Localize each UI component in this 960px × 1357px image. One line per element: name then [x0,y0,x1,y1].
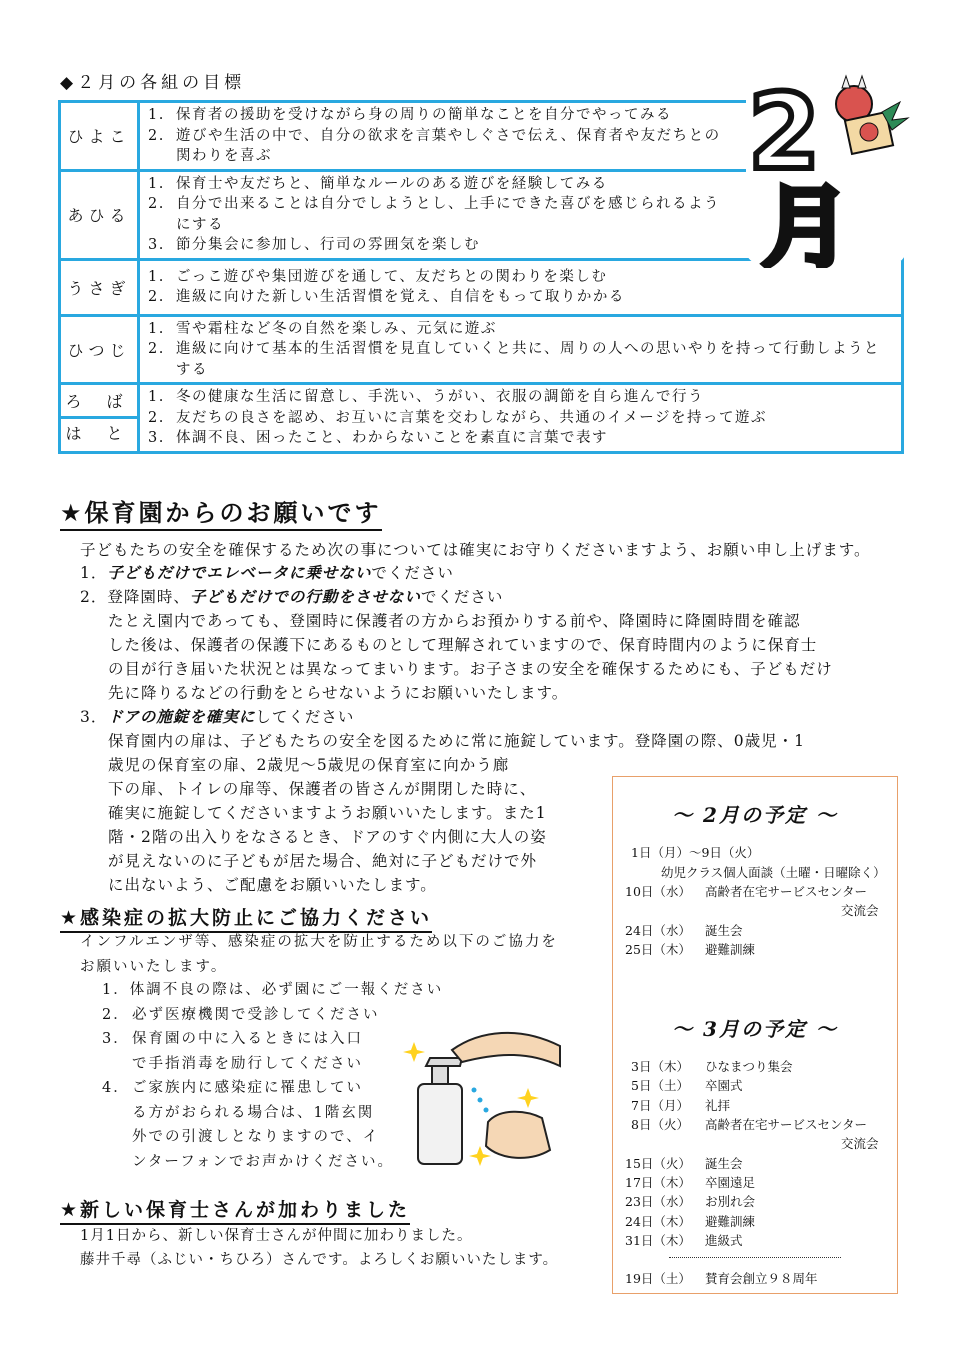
schedule-item: 10日（水） 高齢者在宅サービスセンター [625,884,868,899]
request-item-3-body: 歳児の保育室の扉、2歳児～5歳児の保育室に向かう廊 下の扉、トイレの扉等、保護者の皆さんが開閉した時に、 確実に施錠してくださいますようお願いいたします。また1 階・2階の出入りをなさるとき、ドアのすぐ内側に大人の姿 が見えないのに子どもが居た場合、絶対に子どもだけで外 に出ないよう、ご配慮をお願いいたします。 [108,756,547,894]
svg-text:月: 月 [762,176,851,268]
request-item-2: 2．登降園時、子どもだけでの行動をさせないでください [80,588,504,606]
goal-item: 1. 冬の健康な生活に留意し、手洗い、うがい、衣服の調節を自ら進んで行う [148,389,704,405]
svg-text:2: 2 [748,72,821,193]
schedule-item: 交流会 [841,903,879,918]
schedule-item: 17日（木） 卒園遠足 [625,1175,756,1190]
schedule-item: 15日（火） 誕生会 [625,1156,743,1171]
list-item: 4． ご家族内に感染症に罹患してい る方がおられる場合は、1階玄関 外での引渡しとなりますので、イ ンターフォンでお声かけください。 [102,1080,394,1170]
group-name: あひる [60,170,139,259]
mar-schedule-title: ～ 3月の予定 ～ [672,1017,838,1041]
request-item-1: 1．子どもだけでエレベータに乗せないでください [80,564,454,582]
group-name: うさぎ [60,259,139,315]
list-item: 1． 体調不良の際は、必ず園にご一報ください [102,982,444,998]
goal-row-hitsuji [60,315,903,384]
schedule-box [612,776,898,1294]
schedule-item: 5日（土） 卒園式 [631,1078,743,1093]
list-item: 3． 保育園の中に入るときには入口 で手指消毒を励行してください [102,1031,363,1072]
schedule-item: 23日（水） お別れ会 [625,1194,756,1209]
goal-item: 2. 進級に向けた新しい生活習慣を覚え、自信をもって取りかかる [148,289,625,305]
goal-item: 1. 雪や霜柱など冬の自然を楽しみ、元気に遊ぶ [148,320,497,337]
goal-item: 1. ごっこ遊びや集団遊びを通して、友だちとの関わりを楽しむ [148,268,608,285]
group-name: ひつじ [60,315,139,384]
schedule-item: 24日（水） 誕生会 [625,923,743,938]
goal-row-roba-hato [60,384,903,453]
schedule-item: 31日（木） 進級式 [625,1233,743,1248]
goals-title: ◆２月の各組の目標 [60,73,246,93]
schedule-item: 19日（土） 賛育会創立９８周年 [625,1271,818,1286]
request-intro: 子どもたちの安全を確保するため次の事については確実にお守りくださいますよう、お願い申し上げます。 [80,541,871,559]
feb-schedule-title: ～ 2月の予定 ～ [672,803,838,827]
goal-item: 2. 自分で出来ることは自分でしようとし、上手にできた喜びを感じられるようにする [148,196,720,233]
schedule-item: 7日（月） 礼拝 [631,1098,731,1113]
group-name: ひよこ [60,102,139,171]
goal-item: 2. 進級に向けて基本的生活習慣を見直していくと共に、周りの人への思いやりを持って行動しようとする [148,341,880,378]
hand-sanitizer-icon [400,1022,570,1172]
goal-item: 1. 保育士や友だちと、簡単なルールのある遊びを経験してみる [148,175,608,192]
schedule-item: 交流会 [841,1136,879,1151]
group-name: ろ ば [65,392,133,412]
infection-title: ★感染症の拡大防止にご協力ください [60,903,432,933]
request-item-3: 3．ドアの施錠を確実にしてください [80,708,355,726]
schedule-item: 3日（木） ひなまつり集会 [631,1059,793,1074]
request-title: ★保育園からのお願いです [60,493,382,531]
new-staff-text: 1月1日から、新しい保育士さんが仲間に加わりました。 藤井千尋（ふじい・ちひろ）さんです。よろしくお願いいたします。 [80,1228,559,1268]
oni-mask-and-bean-box-icon [742,72,910,268]
new-staff-title: ★新しい保育士さんが加わりました [60,1195,410,1225]
group-name: は と [61,416,137,448]
hand-sanitizer-illustration [400,1022,570,1172]
goal-item: 2. 友だちの良さを認め、お互いに言葉を交わしながら、共通のイメージを持って遊ぶ [148,409,767,426]
february-badge [742,72,910,268]
goal-item: 3. 体調不良、困ったこと、わからないことを素直に言葉で表す [148,430,608,446]
goal-item: 1. 保育者の援助を受けながら身の周りの簡単なことを自分でやってみる [148,107,672,123]
request-item-2-body: たとえ園内であっても、登園時に保護者の方からお預かりする前や、降園時に降園時間を確認 した後は、保護者の保護下にあるものとして理解されていますので、保育時間内のように保育士 の目が行き届いた状況とは異なってまいります。お子さまの安全を確保するためにも、子どもだけ 先に降りるなどの行動をとらせないようにお願いいたします。 [108,612,833,702]
schedule-item: 25日（木） 避難訓練 [625,942,756,957]
goal-item: 3. 節分集会に参加し、行司の雰囲気を楽しむ [148,237,480,253]
list-item: 2． 必ず医療機関で受診してください [102,1006,380,1023]
divider [669,1257,841,1258]
goal-item: 2. 遊びや生活の中で、自分の欲求を言葉やしぐさで伝え、保育者や友だちとの関わりを喜ぶ [148,127,721,164]
request-item-3-body-first: 保育園内の扉は、子どもたちの安全を図るために常に施錠しています。登降園の際、0歳児・1 [108,732,805,750]
schedule-item: 1日（月）～9日（火） [631,845,760,860]
infection-list [102,978,444,1174]
infection-intro: インフルエンザ等、感染症の拡大を防止するため以下のご協力を お願いいたします。 [80,934,558,975]
schedule-item: 8日（火） 高齢者在宅サービスセンター [631,1117,868,1132]
schedule-item: 幼児クラス個人面談（土曜・日曜除く） [661,865,886,880]
schedule-item: 24日（木） 避難訓練 [625,1214,756,1229]
